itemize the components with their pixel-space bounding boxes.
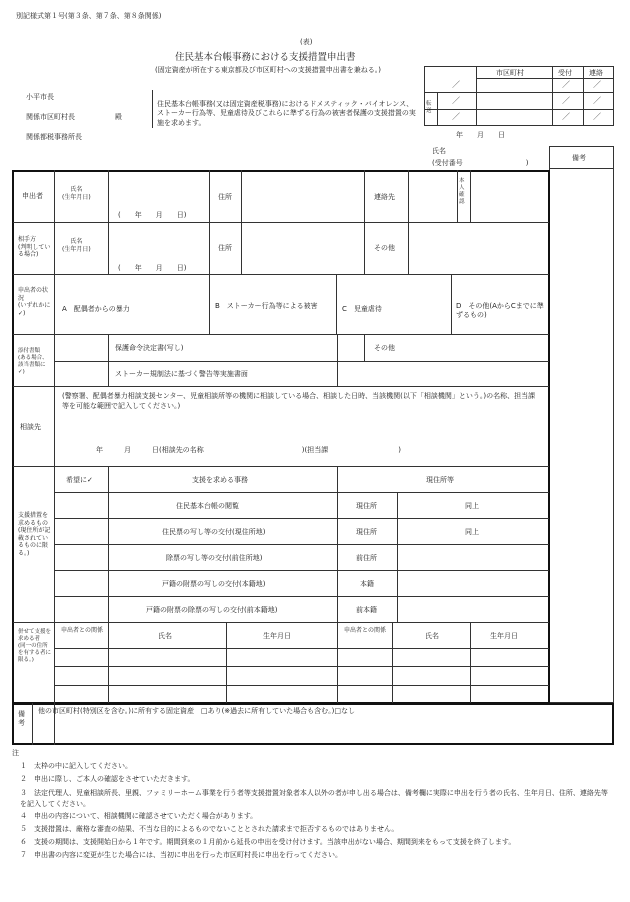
situation-option-b[interactable]: B ストーカー行為等による被害	[215, 302, 318, 310]
remarks-section-label: 備考	[18, 710, 25, 727]
together-relation-header: 申出者との関係	[343, 627, 386, 634]
note-item: ２ 申出に際し、ご本人の確認をさせていただきます。	[20, 775, 195, 783]
bikou-column	[549, 146, 614, 703]
date-label: 年 月 日	[456, 131, 505, 139]
note-item: ３ 法定代理人、児童相談所長、里親、ファミリーホーム事業を行う者等支援措置対象者本人以外の者が申し出る場合は、備考欄に実際に申出を行う者の氏名、生年月日、住所、連絡先等を記入してください。	[20, 789, 608, 809]
support-col-address: 現住所等	[426, 476, 454, 484]
slash-mark: ／	[593, 112, 601, 121]
applicant-birthdate: ( 年 月 日)	[118, 211, 187, 219]
applicant-name-label: 氏名 (生年月日)	[62, 186, 91, 201]
situation-option-a[interactable]: A 配偶者からの暴力	[62, 305, 130, 313]
together-name-header: 氏名	[425, 632, 439, 640]
slash-mark: ／	[562, 112, 570, 121]
opponent-section-label: 相手方 (判明している場合)	[18, 236, 51, 258]
page-subtitle: (固定資産が所在する東京都及び市区町村への支援措置申出書を兼ねる。)	[155, 66, 381, 74]
consultation-entry-line: 年 月 日(相談先の名称 )(担当課 )	[96, 446, 401, 454]
identity-check-label: 本人確認	[459, 178, 465, 205]
support-row-type: 本籍	[360, 580, 374, 588]
slash-mark: ／	[452, 80, 460, 89]
slash-mark: ／	[452, 112, 460, 121]
situation-section-label: 申出者の状況 (いずれかに✓)	[18, 287, 51, 317]
support-row-type: 現住所	[356, 528, 377, 536]
attachment-stalker-warning: ストーカー規制法に基づく警告等実施書面	[115, 370, 248, 378]
form-number: 別記様式第１号(第３条、第７条、第８条関係)	[16, 12, 162, 20]
together-name-header: 氏名	[158, 632, 172, 640]
together-relation-header: 申出者との関係	[60, 627, 103, 634]
support-row-affair: 除票の写し等の交付(前住所地)	[166, 554, 263, 562]
transfer-side-label: 転送	[426, 101, 432, 114]
transfer-col-municipality: 市区町村	[496, 69, 524, 77]
together-birth-header: 生年月日	[263, 632, 291, 640]
applicant-address-label: 住所	[218, 193, 232, 201]
slash-mark: ／	[593, 80, 601, 89]
reception-number: (受付番号 )	[432, 159, 529, 167]
slash-mark: ／	[562, 80, 570, 89]
support-row-affair: 住民票の写し等の交付(現住所地)	[162, 528, 266, 536]
remarks-text: 他の市区町村(特別区を含む。)に所有する固定資産 □あり(※過去に所有していた場合も含む。)□なし	[38, 707, 356, 715]
slash-mark: ／	[593, 96, 601, 105]
consultation-note: (警察署、配偶者暴力相談支援センター、児童相談所等の機関に相談している場合、相談した日時、当該機関(以下「相談機関」という。)の名称、担当課等を可能な範囲で記入してください。)	[62, 392, 536, 410]
note-item: １ 太枠の中に記入してください。	[20, 762, 132, 770]
addressee-tax-office: 関係都税事務所長	[26, 133, 82, 141]
note-item: ６ 支援の期間は、支援開始日から１年です。期間到来の１月前から延長の申出を受け付けます。当該申出がない場合、期間到来をもって支援を終了します。	[20, 838, 516, 846]
support-row-value: 同上	[465, 502, 479, 510]
transfer-col-contact: 連絡	[589, 69, 603, 77]
note-item: ４ 申出の内容について、相談機関に確認させていただく場合があります。	[20, 812, 258, 820]
support-row-value: 同上	[465, 528, 479, 536]
attachments-section-label: 添付書類 (ある場合、該当書類に✓)	[18, 348, 48, 375]
support-section-label: 支援措置を求めるもの (現住所が記載されているものに限る。)	[18, 512, 51, 557]
support-col-wish: 希望に✓	[66, 476, 93, 484]
support-row-affair: 戸籍の附票の写しの交付(本籍地)	[162, 580, 266, 588]
note-item: ５ 支援措置は、厳格な審査の結果、不当な目的によるものでないこととされた請求まで拒否するものではありません。	[20, 825, 399, 833]
support-row-type: 前本籍	[356, 606, 377, 614]
page-title: 住民基本台帳事務における支援措置申出書	[175, 52, 356, 63]
addressee-mayor: 小平市長	[26, 93, 54, 101]
situation-option-d[interactable]: D その他(AからCまでに準ずるもの)	[456, 302, 544, 319]
addressee-municipalities: 関係市区町村長	[26, 113, 75, 121]
transfer-col-reception: 受付	[558, 69, 572, 77]
together-birth-header: 生年月日	[490, 632, 518, 640]
support-row-type: 前住所	[356, 554, 377, 562]
slash-mark: ／	[562, 96, 570, 105]
support-row-affair: 住民基本台帳の閲覧	[176, 502, 239, 510]
opponent-address-label: 住所	[218, 244, 232, 252]
opponent-birthdate: ( 年 月 日)	[118, 264, 187, 272]
together-section-label: 併せて支援を求める者 (同一の住所を有する者に限る。)	[18, 629, 52, 663]
request-text: 住民基本台帳事務(又は固定資産税事務)におけるドメスティック・バイオレンス、ストーカー行為等、児童虐待及びこれらに準ずる行為の被害者保護の支援措置の実施を求めます。	[157, 100, 416, 127]
attachment-protection-order: 保護命令決定書(写し)	[115, 344, 184, 352]
slash-mark: ／	[452, 96, 460, 105]
note-item: ７ 申出書の内容に変更が生じた場合には、当初に申出を行った市区町村長に申出を行ってください。	[20, 851, 342, 859]
bikou-label: 備考	[572, 154, 586, 162]
honorific: 殿	[115, 113, 122, 121]
support-row-type: 現住所	[356, 502, 377, 510]
opponent-other-label: その他	[374, 244, 395, 252]
front-label: (表)	[300, 38, 313, 46]
attachment-other: その他	[374, 344, 395, 352]
notes-heading: 注	[12, 749, 19, 757]
consultation-section-label: 相談先	[20, 423, 41, 431]
support-row-affair: 戸籍の附票の除票の写しの交付(前本籍地)	[146, 606, 278, 614]
applicant-section-label: 申出者	[22, 192, 43, 200]
applicant-contact-label: 連絡先	[374, 193, 395, 201]
support-col-affair: 支援を求める事務	[192, 476, 248, 484]
situation-option-c[interactable]: C 児童虐待	[342, 305, 382, 313]
name-label: 氏名	[432, 147, 446, 155]
opponent-name-label: 氏名 (生年月日)	[62, 238, 91, 253]
